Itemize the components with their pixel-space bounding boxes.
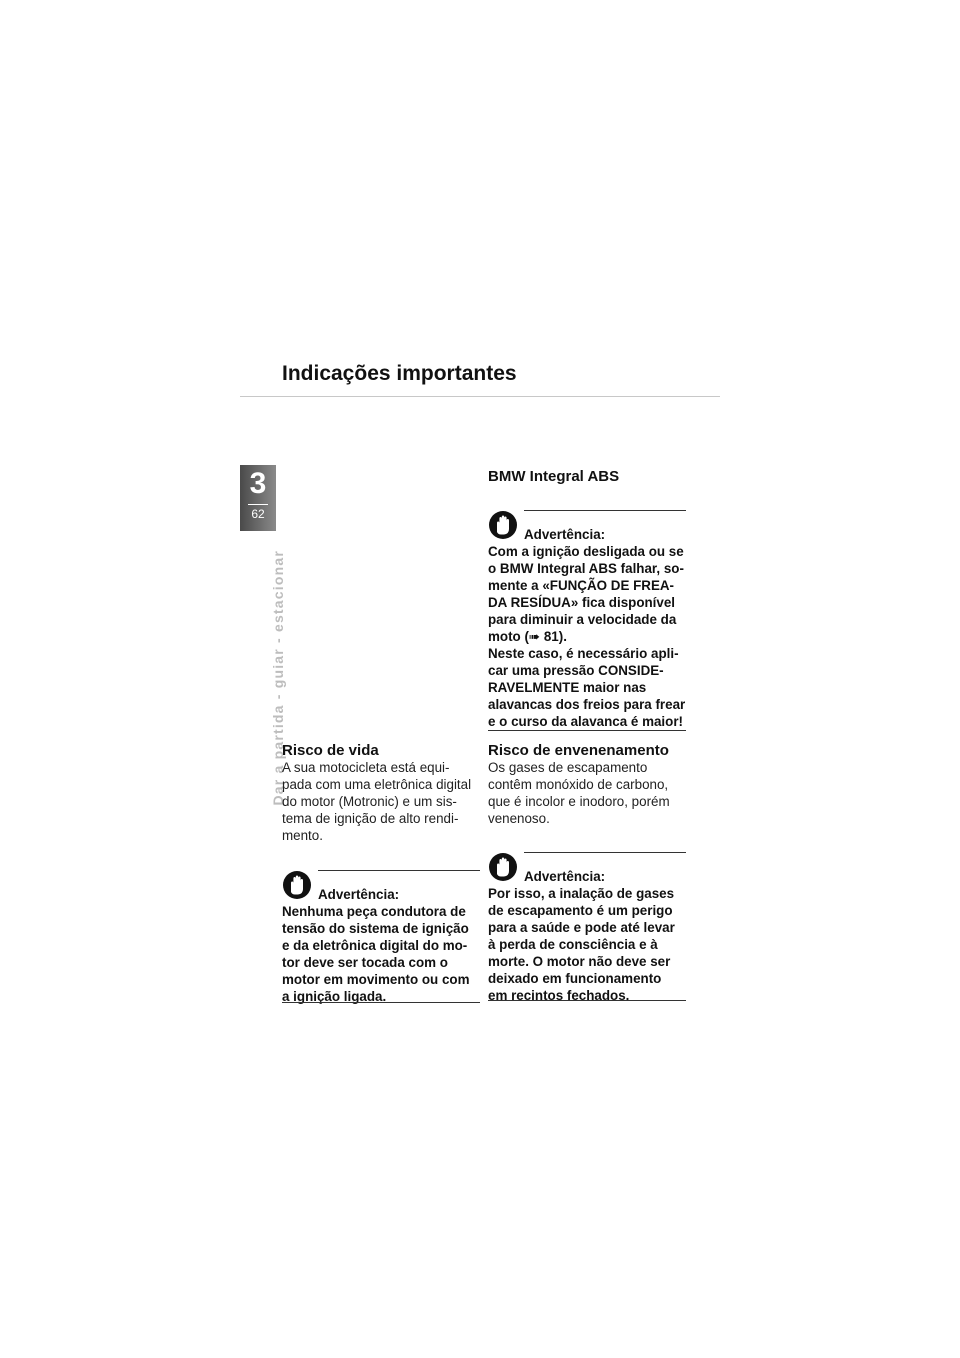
abs-heading: BMW Integral ABS: [488, 468, 620, 485]
hand-stop-icon: [488, 852, 518, 882]
page-title: Indicações importantes: [282, 362, 517, 385]
poisoning-heading: Risco de envenenamento: [488, 742, 669, 759]
warning-bottom-rule: [282, 1002, 480, 1003]
chapter-tab-divider: [248, 504, 268, 505]
chapter-side-label: Dar a partida - guiar - estacionar: [270, 550, 286, 806]
chapter-number: 3: [249, 467, 267, 500]
warning-text: Por isso, a inalação de gases de escapamento é um perigo para a saúde e pode até levar à perda de consciência e à morte. O motor não deve ser deixado em funcionamento em recintos fechados.: [488, 886, 675, 1003]
risk-of-life-heading: Risco de vida: [282, 742, 379, 759]
page-number: 62: [251, 507, 265, 521]
risk-of-life-text: A sua motocicleta está equi- pada com uma eletrônica digital do motor (Motronic) e um sis- tema de ignição de alto rendi- mento.: [282, 760, 472, 843]
warning-text: Com a ignição desligada ou se o BMW Integral ABS falhar, so- mente a «FUNÇÃO DE FREA- DA RESÍDUA» fica disponível para diminuir a velocidade da moto (➠ 81). Neste caso, é necessário apli- car uma pressão CONSIDE- RAVELMENTE maior nas alavancas dos freios para frear e o curso da alavanca é maior!: [488, 544, 686, 729]
hand-stop-icon: [488, 510, 518, 540]
poisoning-text: Os gases de escapamento contêm monóxido de carbono, que é incolor e inodoro, porém venenoso.: [488, 760, 670, 826]
warning-label: Advertência:: [524, 527, 606, 542]
warning-top-rule: [318, 870, 480, 871]
warning-bottom-rule: [488, 730, 686, 731]
warning-top-rule: [524, 510, 686, 511]
chapter-tab: [240, 465, 276, 531]
warning-top-rule: [524, 852, 686, 853]
hand-stop-icon: [282, 870, 312, 900]
warning-bottom-rule: [488, 1000, 686, 1001]
warning-label: Advertência:: [524, 869, 606, 884]
warning-text: Nenhuma peça condutora de tensão do sistema de ignição e da eletrônica digital do mo- tor deve ser tocada com o motor em movimento ou com a ignição ligada.: [282, 904, 470, 1004]
warning-label: Advertência:: [318, 887, 400, 902]
title-divider: [240, 396, 720, 397]
